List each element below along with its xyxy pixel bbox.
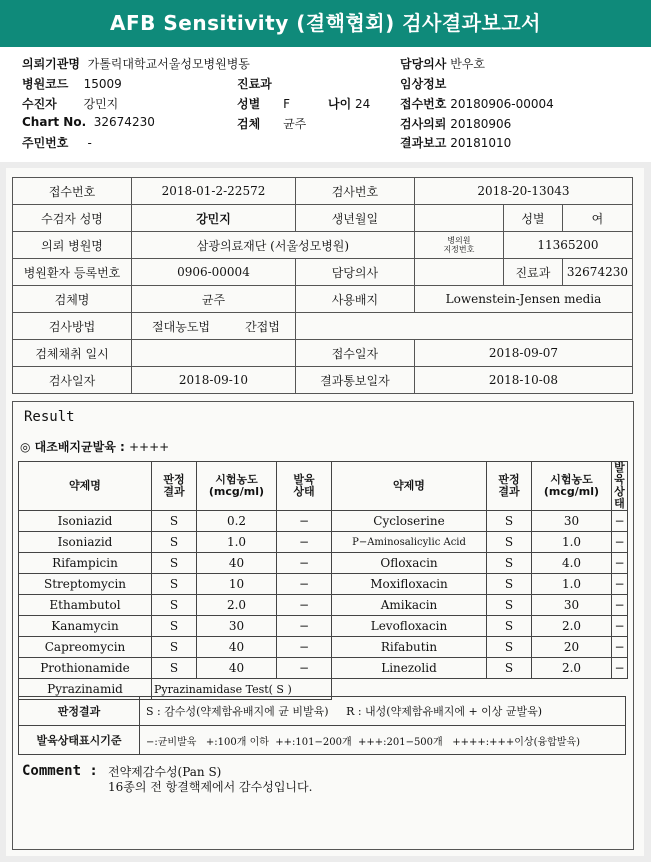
growth: −: [612, 574, 628, 595]
info-label: 의뢰 병원명: [13, 232, 132, 259]
growth: −: [612, 616, 628, 637]
control-growth: [20, 438, 169, 455]
drug-row: [19, 574, 628, 595]
growth: −: [277, 511, 332, 532]
growth: −: [277, 595, 332, 616]
clinical-row: [400, 75, 446, 92]
growth: −: [612, 637, 628, 658]
concentration: 30: [197, 616, 277, 637]
control-value: ++++: [128, 440, 170, 454]
info-label: 담당의사: [295, 259, 414, 286]
judgement: S: [152, 595, 197, 616]
comment-line-2: 16종의 전 항결핵제에서 감수성입니다.: [108, 780, 313, 794]
info-row: [13, 313, 633, 340]
legend-value: −:균비발육 +:100개 이하 ++:101−200개 +++:201−500개 ++++:+++이상(융합발육): [140, 726, 626, 755]
sex-row: [237, 95, 290, 112]
info-row: [13, 178, 633, 205]
growth: −: [277, 532, 332, 553]
info-label: 검사일자: [13, 367, 132, 394]
drug-name: Kanamycin: [19, 616, 152, 637]
clinical-label: 임상정보: [400, 77, 447, 91]
judgement: S: [152, 574, 197, 595]
growth: −: [612, 595, 628, 616]
dept-label: 진료과: [237, 77, 272, 91]
info-label: 병의원 지정번호: [414, 232, 503, 259]
request-label: 검사의뢰: [400, 117, 447, 131]
judgement: S: [152, 637, 197, 658]
legend-r: R : 내성(약제함유배지에 + 이상 균발육): [346, 705, 543, 718]
judgement: S: [152, 532, 197, 553]
info-row: [13, 367, 633, 394]
judgement: S: [487, 595, 532, 616]
accession-value: 20180906-00004: [450, 97, 554, 111]
info-value: 절대농도법: [132, 313, 231, 340]
result-title: Result: [24, 409, 75, 425]
legend-table: [18, 696, 626, 755]
info-label: 접수일자: [295, 340, 414, 367]
info-value: [132, 340, 296, 367]
ssn-label: 주민번호: [22, 136, 69, 150]
col-header: 약제명: [332, 462, 487, 511]
concentration: 2.0: [197, 595, 277, 616]
judgement: S: [487, 637, 532, 658]
age-value: 24: [355, 97, 371, 111]
legend-s: S : 감수성(약제함유배지에 균 비발육): [146, 705, 329, 718]
req-inst-row: [22, 55, 250, 72]
growth: −: [277, 574, 332, 595]
drug-row: [19, 637, 628, 658]
concentration: 2.0: [532, 616, 612, 637]
report-value: 20181010: [450, 136, 512, 150]
concentration: 2.0: [532, 658, 612, 679]
concentration: 10: [197, 574, 277, 595]
chart-row: [22, 115, 155, 129]
info-row: [13, 286, 633, 313]
info-value: 2018-09-07: [414, 340, 632, 367]
report-title: AFB Sensitivity (결핵협회) 검사결과보고서: [110, 11, 541, 35]
legend-label: 판정결과: [19, 697, 140, 726]
request-value: 20180906: [450, 117, 512, 131]
info-value: 32674230: [562, 259, 632, 286]
info-value: [295, 313, 632, 340]
drug-name: Isoniazid: [19, 532, 152, 553]
hosp-code-label: 병원코드: [22, 77, 69, 91]
judgement: S: [152, 658, 197, 679]
req-inst-label: 의뢰기관명: [22, 57, 80, 71]
drug-sensitivity-table: [18, 461, 628, 700]
info-label: 검체채취 일시: [13, 340, 132, 367]
judgement: S: [487, 658, 532, 679]
growth: −: [612, 658, 628, 679]
growth: −: [277, 616, 332, 637]
info-value: 0906-00004: [132, 259, 296, 286]
doctor-label: 담당의사: [400, 57, 447, 71]
report-title-bar: [0, 0, 651, 47]
info-value: 균주: [132, 286, 296, 313]
drug-name: Rifabutin: [332, 637, 487, 658]
sex-label: 성별: [237, 97, 261, 111]
info-row: [13, 232, 633, 259]
drug-row: [19, 616, 628, 637]
info-value: 간접법: [230, 313, 295, 340]
sex-value: F: [283, 97, 290, 111]
comment-line-1: 전약제감수성(Pan S): [108, 765, 222, 779]
drug-row: [19, 595, 628, 616]
drug-row: [19, 532, 628, 553]
info-label: 검사번호: [295, 178, 414, 205]
info-label: 검체명: [13, 286, 132, 313]
judgement: S: [487, 511, 532, 532]
info-row: [13, 259, 633, 286]
doctor-row: [400, 55, 485, 72]
concentration: 1.0: [197, 532, 277, 553]
ssn-value: -: [87, 136, 92, 150]
judgement: S: [152, 553, 197, 574]
drug-name: Moxifloxacin: [332, 574, 487, 595]
patient-value: 강민지: [83, 97, 119, 111]
request-row: [400, 115, 511, 132]
info-value: 강민지: [132, 205, 296, 232]
chart-label: Chart No.: [22, 115, 87, 129]
info-row: [13, 340, 633, 367]
pza-result: Pyrazinamidase Test( S ): [152, 679, 332, 700]
legend-row: [19, 697, 626, 726]
info-label: 접수번호: [13, 178, 132, 205]
drug-rows: [19, 511, 628, 679]
judgement: S: [152, 616, 197, 637]
concentration: 1.0: [532, 532, 612, 553]
concentration: 20: [532, 637, 612, 658]
legend-row: [19, 726, 626, 755]
growth: −: [277, 637, 332, 658]
concentration: 40: [197, 658, 277, 679]
specimen-row: [237, 115, 306, 132]
hosp-code-value: 15009: [83, 77, 122, 91]
col-header: 판정 결과: [152, 462, 197, 511]
info-label: 수검자 성명: [13, 205, 132, 232]
specimen-label: 검체: [237, 117, 261, 131]
patient-row: [22, 95, 118, 112]
concentration: 40: [197, 553, 277, 574]
info-value: [414, 259, 503, 286]
legend-value: [140, 697, 626, 726]
info-label: 병원환자 등록번호: [13, 259, 132, 286]
age-row: [328, 95, 370, 112]
growth: −: [612, 511, 628, 532]
legend-label: 발육상태표시기준: [19, 726, 140, 755]
drug-row: [19, 658, 628, 679]
judgement: S: [487, 574, 532, 595]
judgement: S: [487, 553, 532, 574]
col-header: 발육 상태: [277, 462, 332, 511]
drug-name: Ofloxacin: [332, 553, 487, 574]
judgement: S: [152, 511, 197, 532]
hosp-code-row: [22, 75, 122, 92]
req-inst-value: 가톨릭대학교서울성모병원병동: [87, 57, 250, 71]
info-label: 검사방법: [13, 313, 132, 340]
concentration: 30: [532, 595, 612, 616]
growth: −: [612, 553, 628, 574]
patient-label: 수진자: [22, 97, 57, 111]
info-label: 결과통보일자: [295, 367, 414, 394]
concentration: 40: [197, 637, 277, 658]
chart-value: 32674230: [93, 115, 155, 129]
growth: −: [277, 658, 332, 679]
col-header: 시험농도 (mcg/ml): [532, 462, 612, 511]
report-row: [400, 134, 511, 151]
info-value: [414, 205, 503, 232]
patient-info-table: [12, 177, 633, 394]
concentration: 4.0: [532, 553, 612, 574]
drug-row: [19, 511, 628, 532]
info-value: 2018-09-10: [132, 367, 296, 394]
col-header: 약제명: [19, 462, 152, 511]
judgement: S: [487, 532, 532, 553]
growth: −: [612, 532, 628, 553]
drug-name: Rifampicin: [19, 553, 152, 574]
info-value: 2018-10-08: [414, 367, 632, 394]
col-header: 발육 상태: [612, 462, 628, 511]
col-header: 시험농도 (mcg/ml): [197, 462, 277, 511]
ssn-row: [22, 134, 92, 151]
info-value: Lowenstein-Jensen media: [414, 286, 632, 313]
drug-name: Linezolid: [332, 658, 487, 679]
control-label: ◎ 대조배지균발육 :: [20, 440, 125, 454]
accession-label: 접수번호: [400, 97, 447, 111]
info-label: 성별: [503, 205, 562, 232]
concentration: 0.2: [197, 511, 277, 532]
info-value: 2018-01-2-22572: [132, 178, 296, 205]
growth: −: [277, 553, 332, 574]
drug-name: Levofloxacin: [332, 616, 487, 637]
drug-name: Cycloserine: [332, 511, 487, 532]
drug-row: [19, 553, 628, 574]
drug-name: Isoniazid: [19, 511, 152, 532]
drug-name: P−Aminosalicylic Acid: [332, 532, 487, 553]
age-label: 나이: [328, 97, 352, 111]
concentration: 30: [532, 511, 612, 532]
concentration: 1.0: [532, 574, 612, 595]
drug-name: Capreomycin: [19, 637, 152, 658]
drug-name: Amikacin: [332, 595, 487, 616]
report-label: 결과보고: [400, 136, 447, 150]
info-label: 생년월일: [295, 205, 414, 232]
comment-label: Comment :: [22, 763, 98, 779]
drug-header-row: [19, 462, 628, 511]
specimen-value: 균주: [283, 117, 307, 131]
info-value: 여: [562, 205, 632, 232]
drug-name: Streptomycin: [19, 574, 152, 595]
info-value: 2018-20-13043: [414, 178, 632, 205]
info-value: 11365200: [503, 232, 632, 259]
accession-row: [400, 95, 554, 112]
drug-name: Ethambutol: [19, 595, 152, 616]
judgement: S: [487, 616, 532, 637]
info-label: 사용배지: [295, 286, 414, 313]
drug-name: Pyrazinamid: [19, 679, 152, 700]
col-header: 판정 결과: [487, 462, 532, 511]
dept-row: [237, 75, 272, 92]
info-value: 삼광의료재단 (서울성모병원): [132, 232, 415, 259]
info-label: 진료과: [503, 259, 562, 286]
info-row: [13, 205, 633, 232]
drug-name: Prothionamide: [19, 658, 152, 679]
doctor-value: 반우호: [450, 57, 485, 71]
